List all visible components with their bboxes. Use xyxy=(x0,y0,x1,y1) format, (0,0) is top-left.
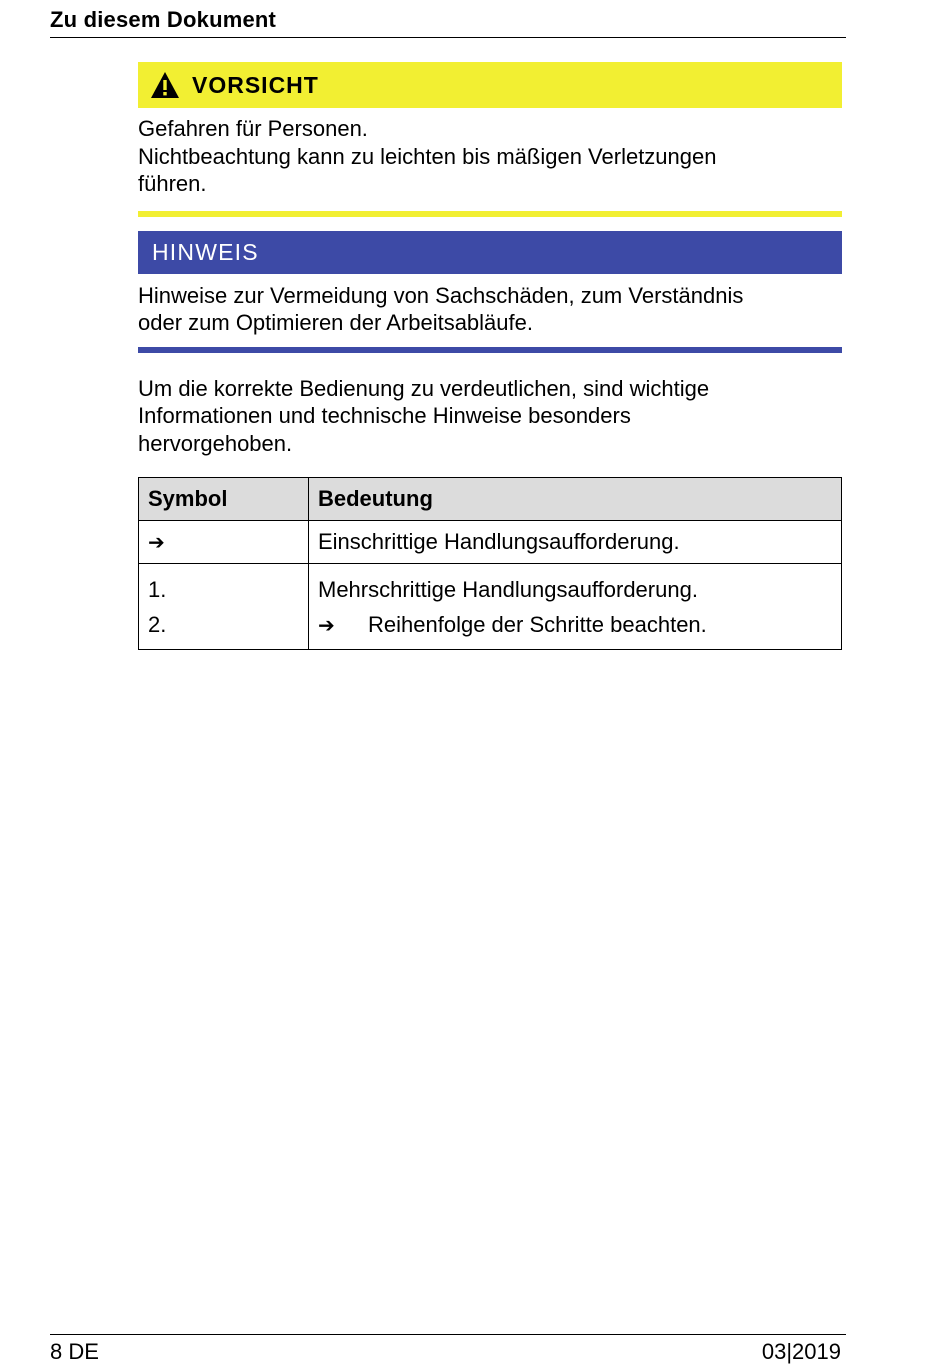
meaning-text: Mehrschrittige Handlungsaufforderung. xyxy=(318,577,698,602)
header-symbol: Symbol xyxy=(139,478,309,521)
header-meaning: Bedeutung xyxy=(309,478,842,521)
intro-line: Um die korrekte Bedienung zu verdeutlichen, sind wichtige xyxy=(138,375,710,401)
intro-line: hervorgehoben. xyxy=(138,430,293,456)
step-number: 1. xyxy=(148,577,167,602)
meaning-cell: Einschrittige Handlungsaufforderung. xyxy=(309,521,842,564)
caution-line: Nichtbeachtung kann zu leichten bis mäßigen Verletzungen xyxy=(138,143,717,169)
page-content xyxy=(138,62,842,650)
caution-label: VORSICHT xyxy=(192,71,319,98)
caution-text xyxy=(138,115,842,198)
table-row xyxy=(139,564,842,650)
notice-label: HINWEIS xyxy=(152,238,259,265)
header-title: Zu diesem Dokument xyxy=(50,7,277,32)
caution-line: führen. xyxy=(138,171,207,196)
caution-divider xyxy=(138,211,842,217)
table-header-row xyxy=(139,478,842,521)
caution-line: Gefahren für Personen. xyxy=(138,116,368,141)
caution-bar xyxy=(138,62,842,108)
meaning-cell xyxy=(309,564,842,650)
page-header xyxy=(50,6,846,38)
sub-instruction xyxy=(318,607,841,643)
step-number: 2. xyxy=(148,612,167,637)
notice-bar xyxy=(138,231,842,274)
table-row xyxy=(139,521,842,564)
notice-text xyxy=(138,282,842,337)
notice-line: oder zum Optimieren der Arbeitsabläufe. xyxy=(138,310,533,335)
symbol-cell xyxy=(139,521,309,564)
symbol-legend-table xyxy=(138,477,842,650)
intro-line: Informationen und technische Hinweise besonders xyxy=(138,403,631,428)
warning-triangle-icon xyxy=(150,71,180,99)
page-footer xyxy=(50,1334,846,1366)
notice-divider xyxy=(138,347,842,353)
sub-instruction-text: Reihenfolge der Schritte beachten. xyxy=(368,612,707,637)
arrow-right-icon: ➔ xyxy=(318,613,335,637)
notice-line: Hinweise zur Vermeidung von Sachschäden, zum Verständnis xyxy=(138,282,744,308)
page-number: 8 DE xyxy=(50,1339,99,1364)
document-date: 03|2019 xyxy=(761,1339,841,1364)
arrow-right-icon: ➔ xyxy=(148,530,165,554)
symbol-cell xyxy=(139,564,309,650)
intro-text xyxy=(138,375,842,458)
